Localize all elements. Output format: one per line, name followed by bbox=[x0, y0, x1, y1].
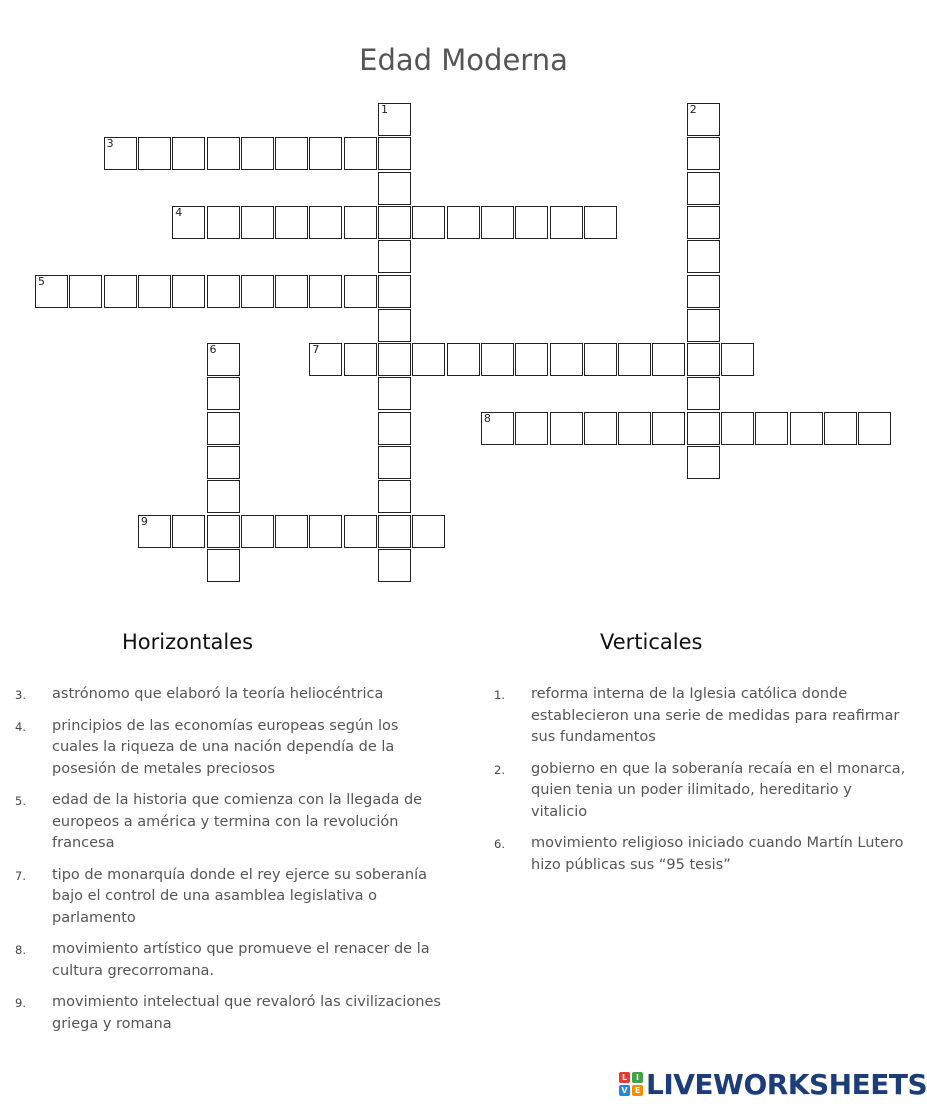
crossword-cell-input[interactable] bbox=[825, 413, 856, 444]
crossword-cell bbox=[344, 343, 377, 376]
crossword-cell bbox=[138, 275, 171, 308]
crossword-cell-input[interactable] bbox=[379, 207, 410, 238]
crossword-cell-input[interactable] bbox=[688, 344, 719, 375]
crossword-cell bbox=[481, 343, 514, 376]
crossword-cell-input[interactable] bbox=[208, 481, 239, 512]
crossword-cell-input[interactable] bbox=[653, 413, 684, 444]
clue-number-label: 3 bbox=[106, 137, 114, 151]
crossword-cell bbox=[378, 275, 411, 308]
clue-text: gobierno en que la soberanía recaía en el monarca, quien tenia un poder ilimitado, hereditario y vitalicio bbox=[531, 760, 906, 820]
crossword-cell-input[interactable] bbox=[173, 207, 204, 238]
crossword-cell-input[interactable] bbox=[379, 276, 410, 307]
clue-number: 4. bbox=[15, 719, 26, 734]
crossword-cell bbox=[687, 309, 720, 342]
clue-number-label: 5 bbox=[38, 274, 45, 288]
crossword-cell bbox=[550, 343, 583, 376]
crossword-cell bbox=[275, 515, 308, 548]
crossword-cell bbox=[275, 275, 308, 308]
crossword-cell bbox=[687, 412, 720, 445]
logo-letter-e: E bbox=[632, 1085, 643, 1096]
crossword-cell-input[interactable] bbox=[70, 276, 101, 307]
crossword-cell bbox=[378, 480, 411, 513]
crossword-cell-input[interactable] bbox=[345, 207, 376, 238]
crossword-cell-input[interactable] bbox=[585, 207, 616, 238]
clue-number-label: 8 bbox=[483, 411, 491, 425]
crossword-cell-input[interactable] bbox=[242, 516, 273, 547]
crossword-cell-input[interactable] bbox=[619, 413, 650, 444]
crossword-cell bbox=[241, 137, 274, 170]
crossword-cell-input[interactable] bbox=[653, 344, 684, 375]
crossword-cell-input[interactable] bbox=[688, 276, 719, 307]
crossword-cell-input[interactable] bbox=[756, 413, 787, 444]
crossword-cell bbox=[687, 446, 720, 479]
crossword-cell bbox=[515, 343, 548, 376]
clue-across-5 bbox=[0, 790, 445, 855]
crossword-cell-input[interactable] bbox=[516, 413, 547, 444]
crossword-cell bbox=[378, 412, 411, 445]
crossword-cell bbox=[138, 515, 171, 548]
crossword-cell-input[interactable] bbox=[413, 344, 444, 375]
horizontales-heading: Horizontales bbox=[122, 630, 254, 654]
clue-text: tipo de monarquía donde el rey ejerce su soberanía bajo el control de una asamblea legislativa o parlamento bbox=[52, 866, 428, 926]
crossword-cell-input[interactable] bbox=[688, 310, 719, 341]
crossword-cell bbox=[207, 549, 240, 582]
crossword-cell-input[interactable] bbox=[36, 276, 67, 307]
crossword-cell bbox=[207, 137, 240, 170]
crossword-cell-input[interactable] bbox=[448, 344, 479, 375]
crossword-cell-input[interactable] bbox=[413, 207, 444, 238]
crossword-cell bbox=[721, 412, 754, 445]
logo-letter-v: V bbox=[619, 1085, 630, 1096]
page-title: Edad Moderna bbox=[359, 43, 568, 78]
crossword-cell bbox=[447, 206, 480, 239]
crossword-cell-input[interactable] bbox=[379, 516, 410, 547]
crossword-cell-input[interactable] bbox=[310, 276, 341, 307]
crossword-cell-input[interactable] bbox=[276, 207, 307, 238]
crossword-cell bbox=[618, 343, 651, 376]
crossword-cell-input[interactable] bbox=[482, 413, 513, 444]
crossword-cell bbox=[309, 137, 342, 170]
crossword-cell-input[interactable] bbox=[688, 413, 719, 444]
crossword-cell bbox=[309, 206, 342, 239]
clue-number-label: 7 bbox=[312, 343, 320, 357]
crossword-cell-input[interactable] bbox=[585, 413, 616, 444]
clue-number-label: 9 bbox=[140, 514, 148, 528]
crossword-cell-input[interactable] bbox=[276, 516, 307, 547]
crossword-cell-input[interactable] bbox=[242, 138, 273, 169]
crossword-cell bbox=[858, 412, 891, 445]
crossword-cell bbox=[207, 343, 240, 376]
crossword-cell bbox=[687, 103, 720, 136]
crossword-cell bbox=[378, 515, 411, 548]
crossword-cell bbox=[344, 515, 377, 548]
crossword-cell-input[interactable] bbox=[208, 276, 239, 307]
crossword-cell bbox=[344, 275, 377, 308]
crossword-cell bbox=[69, 275, 102, 308]
crossword-cell-input[interactable] bbox=[379, 241, 410, 272]
crossword-cell-input[interactable] bbox=[688, 104, 719, 135]
crossword-cell bbox=[378, 172, 411, 205]
crossword-cell bbox=[378, 103, 411, 136]
crossword-cell-input[interactable] bbox=[722, 413, 753, 444]
crossword-cell bbox=[618, 412, 651, 445]
logo-letter-l: L bbox=[619, 1072, 630, 1083]
logo-letter-i: I bbox=[632, 1072, 643, 1083]
liveworksheets-logo-icon bbox=[619, 1072, 643, 1096]
crossword-cell-input[interactable] bbox=[688, 207, 719, 238]
crossword-cell bbox=[275, 206, 308, 239]
crossword-cell bbox=[309, 275, 342, 308]
crossword-cell bbox=[104, 275, 137, 308]
clue-number-label: 2 bbox=[689, 103, 697, 116]
crossword-cell-input[interactable] bbox=[242, 276, 273, 307]
crossword-cell-input[interactable] bbox=[276, 276, 307, 307]
clue-text: reforma interna de la Iglesia católica donde establecieron una serie de medidas para reafirmar sus fundamentos bbox=[531, 686, 900, 745]
crossword-cell bbox=[275, 137, 308, 170]
crossword-cell bbox=[515, 206, 548, 239]
crossword-cell-input[interactable] bbox=[310, 344, 341, 375]
crossword-cell-input[interactable] bbox=[379, 378, 410, 409]
clue-text: movimiento artístico que promueve el renacer de la cultura grecorromana. bbox=[52, 941, 430, 979]
crossword-cell bbox=[755, 412, 788, 445]
crossword-cell-input[interactable] bbox=[208, 550, 239, 581]
clue-text: edad de la historia que comienza con la llegada de europeos a américa y termina con la revolución francesa bbox=[52, 792, 423, 851]
crossword-cell-input[interactable] bbox=[585, 344, 616, 375]
clue-down-1 bbox=[478, 684, 918, 749]
crossword-cell-input[interactable] bbox=[688, 173, 719, 204]
crossword-cell bbox=[207, 275, 240, 308]
crossword-cell bbox=[172, 137, 205, 170]
crossword-cell bbox=[687, 137, 720, 170]
verticales-heading: Verticales bbox=[600, 630, 703, 654]
crossword-cell bbox=[172, 275, 205, 308]
clue-number: 2. bbox=[494, 762, 505, 777]
crossword-cell-input[interactable] bbox=[722, 344, 753, 375]
crossword-cell-input[interactable] bbox=[413, 516, 444, 547]
crossword-cell bbox=[412, 343, 445, 376]
clue-number: 8. bbox=[15, 943, 26, 957]
verticales-clue-list bbox=[478, 684, 918, 886]
crossword-cell bbox=[790, 412, 823, 445]
crossword-cell-input[interactable] bbox=[688, 138, 719, 169]
clue-number: 7. bbox=[15, 868, 26, 883]
crossword-cell-input[interactable] bbox=[482, 344, 513, 375]
crossword-cell bbox=[721, 343, 754, 376]
crossword-cell-input[interactable] bbox=[516, 344, 547, 375]
crossword-cell-input[interactable] bbox=[208, 207, 239, 238]
crossword-cell bbox=[687, 275, 720, 308]
clue-across-7 bbox=[0, 865, 445, 930]
crossword-cell-input[interactable] bbox=[448, 207, 479, 238]
crossword-cell-input[interactable] bbox=[688, 447, 719, 478]
clue-across-9 bbox=[0, 992, 445, 1035]
liveworksheets-brand[interactable] bbox=[619, 1066, 927, 1102]
crossword-cell bbox=[447, 343, 480, 376]
crossword-cell bbox=[584, 206, 617, 239]
clue-down-2 bbox=[478, 759, 918, 824]
clue-number-label: 4 bbox=[175, 205, 183, 219]
crossword-cell-input[interactable] bbox=[345, 138, 376, 169]
crossword-cell bbox=[550, 412, 583, 445]
crossword-cell bbox=[104, 137, 137, 170]
clue-down-6 bbox=[478, 833, 918, 876]
crossword-cell bbox=[378, 377, 411, 410]
crossword-cell-input[interactable] bbox=[105, 276, 136, 307]
crossword-cell bbox=[687, 377, 720, 410]
crossword-cell-input[interactable] bbox=[139, 138, 170, 169]
crossword-cell-input[interactable] bbox=[139, 276, 170, 307]
crossword-cell bbox=[412, 515, 445, 548]
crossword-cell bbox=[378, 309, 411, 342]
crossword-cell-input[interactable] bbox=[310, 138, 341, 169]
crossword-cell-input[interactable] bbox=[551, 344, 582, 375]
crossword-cell bbox=[207, 480, 240, 513]
crossword-cell-input[interactable] bbox=[173, 138, 204, 169]
crossword-cell-input[interactable] bbox=[310, 516, 341, 547]
crossword-cell bbox=[687, 240, 720, 273]
crossword-cell bbox=[378, 206, 411, 239]
crossword-cell bbox=[172, 515, 205, 548]
clue-across-8 bbox=[0, 939, 445, 982]
crossword-cell-input[interactable] bbox=[379, 104, 410, 135]
crossword-cell bbox=[481, 206, 514, 239]
crossword-cell bbox=[207, 377, 240, 410]
crossword-cell bbox=[584, 343, 617, 376]
crossword-cell-input[interactable] bbox=[379, 173, 410, 204]
crossword-cell bbox=[378, 549, 411, 582]
crossword-cell bbox=[481, 412, 514, 445]
crossword-cell bbox=[550, 206, 583, 239]
clue-across-4 bbox=[0, 716, 445, 781]
crossword-cell-input[interactable] bbox=[516, 207, 547, 238]
clue-number: 5. bbox=[15, 794, 26, 808]
crossword-cell bbox=[584, 412, 617, 445]
crossword-cell-input[interactable] bbox=[173, 276, 204, 307]
crossword-cell bbox=[687, 343, 720, 376]
clue-text: astrónomo que elaboró la teoría heliocéntrica bbox=[52, 686, 384, 702]
crossword-cell-input[interactable] bbox=[688, 378, 719, 409]
clue-across-3 bbox=[0, 684, 445, 706]
clue-number: 6. bbox=[494, 837, 505, 851]
crossword-cell-input[interactable] bbox=[379, 138, 410, 169]
crossword-cell bbox=[652, 343, 685, 376]
clue-text: movimiento intelectual que revaloró las civilizaciones griega y romana bbox=[52, 994, 441, 1032]
crossword-cell bbox=[207, 206, 240, 239]
clue-text: principios de las economías europeas según los cuales la riqueza de una nación dependía de la posesión de metales preciosos bbox=[52, 717, 399, 777]
crossword-cell bbox=[172, 206, 205, 239]
crossword-cell-input[interactable] bbox=[310, 207, 341, 238]
crossword-cell-input[interactable] bbox=[379, 481, 410, 512]
crossword-cell bbox=[378, 240, 411, 273]
crossword-cell-input[interactable] bbox=[551, 413, 582, 444]
crossword-cell-input[interactable] bbox=[551, 207, 582, 238]
crossword-cell bbox=[309, 515, 342, 548]
crossword-cell bbox=[207, 515, 240, 548]
clue-text: movimiento religioso iniciado cuando Martín Lutero hizo públicas sus “95 tesis” bbox=[531, 835, 904, 873]
crossword-cell-input[interactable] bbox=[859, 413, 890, 444]
crossword-cell-input[interactable] bbox=[139, 516, 170, 547]
clue-number: 3. bbox=[15, 688, 26, 702]
crossword-cell bbox=[652, 412, 685, 445]
crossword-cell bbox=[207, 446, 240, 479]
horizontales-clue-list bbox=[0, 684, 445, 1045]
crossword-cell-input[interactable] bbox=[379, 550, 410, 581]
crossword-cell-input[interactable] bbox=[482, 207, 513, 238]
crossword-cell-input[interactable] bbox=[379, 310, 410, 341]
crossword-cell bbox=[412, 206, 445, 239]
crossword-cell bbox=[35, 275, 68, 308]
clue-number: 1. bbox=[494, 688, 505, 702]
crossword-cell-input[interactable] bbox=[688, 241, 719, 272]
crossword-cell-input[interactable] bbox=[208, 516, 239, 547]
crossword-cell bbox=[241, 275, 274, 308]
crossword-cell bbox=[687, 206, 720, 239]
crossword-cell bbox=[378, 137, 411, 170]
crossword-cell bbox=[378, 446, 411, 479]
clue-number-label: 6 bbox=[209, 343, 217, 357]
crossword-cell bbox=[687, 172, 720, 205]
crossword-cell-input[interactable] bbox=[345, 516, 376, 547]
clue-number: 9. bbox=[15, 996, 26, 1010]
crossword-cell bbox=[241, 515, 274, 548]
crossword-cell bbox=[344, 206, 377, 239]
crossword-cell-input[interactable] bbox=[105, 138, 136, 169]
crossword-cell bbox=[241, 206, 274, 239]
crossword-cell-input[interactable] bbox=[276, 138, 307, 169]
crossword-cell-input[interactable] bbox=[791, 413, 822, 444]
crossword-cell-input[interactable] bbox=[345, 344, 376, 375]
crossword-cell bbox=[138, 137, 171, 170]
crossword-cell-input[interactable] bbox=[208, 413, 239, 444]
crossword-cell bbox=[344, 137, 377, 170]
crossword-cell-input[interactable] bbox=[208, 378, 239, 409]
crossword-cell-input[interactable] bbox=[208, 344, 239, 375]
crossword-cell-input[interactable] bbox=[379, 447, 410, 478]
crossword-cell bbox=[207, 412, 240, 445]
crossword-cell-input[interactable] bbox=[242, 207, 273, 238]
crossword-cell bbox=[309, 343, 342, 376]
crossword-cell bbox=[515, 412, 548, 445]
crossword-cell-input[interactable] bbox=[345, 276, 376, 307]
crossword-cell-input[interactable] bbox=[619, 344, 650, 375]
crossword-cell bbox=[378, 343, 411, 376]
brand-text: LIVEWORKSHEETS bbox=[646, 1067, 927, 1101]
crossword-cell-input[interactable] bbox=[379, 344, 410, 375]
crossword-cell-input[interactable] bbox=[208, 447, 239, 478]
crossword-cell-input[interactable] bbox=[208, 138, 239, 169]
clue-number-label: 1 bbox=[381, 103, 388, 116]
crossword-cell-input[interactable] bbox=[173, 516, 204, 547]
crossword-cell-input[interactable] bbox=[379, 413, 410, 444]
crossword-cell bbox=[824, 412, 857, 445]
